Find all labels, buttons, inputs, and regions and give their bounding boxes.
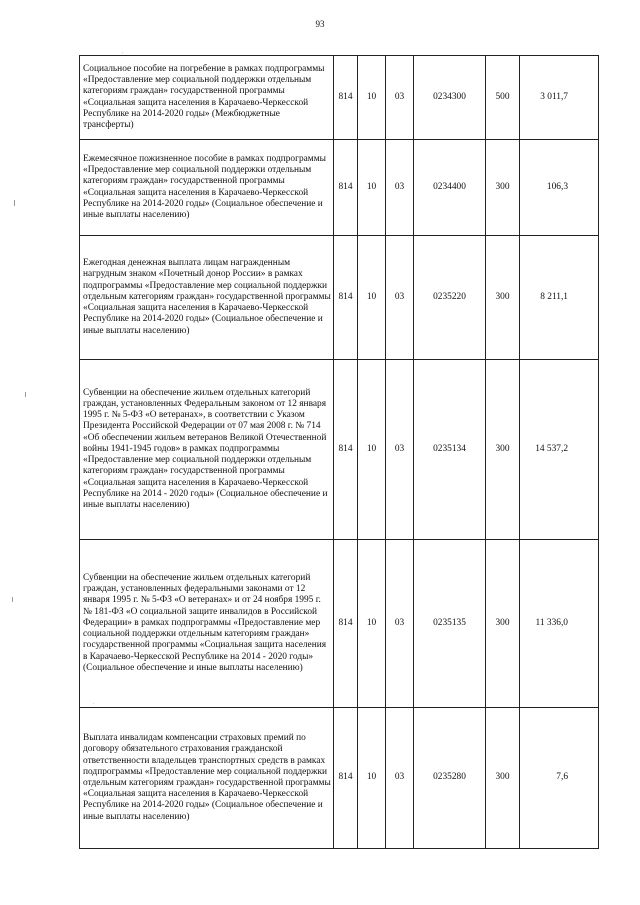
budget-table	[79, 55, 599, 849]
ministry-code: 814	[334, 140, 358, 236]
expense-type-code: 300	[486, 360, 520, 540]
section-code: 10	[358, 540, 386, 708]
row-description: Субвенции на обеспечение жильем отдельных категорий граждан, установленных Федеральным законом от 12 января 1995 г. № 5-ФЗ «О ветеранах», в соответствии с Указом Президента Российской Федерации от 07 мая 2008 г. № 714 «Об обеспечении жильем ветеранов Великой Отечественной войны 1941-1945 годов» в рамках подпрограммы «Предоставление мер социальной поддержки отдельным категориям граждан» государственной программы «Социальная защита населения в Карачаево-Черкесской Республике на 2014 - 2020 годы» (Социальное обеспечение и иные выплаты населению)	[80, 360, 334, 540]
amount-value: 3 011,7	[520, 56, 599, 140]
row-description: Выплата инвалидам компенсации страховых премий по договору обязательного страхования гражданской ответственности владельцев транспортных средств в рамках подпрограммы «Предоставление мер социальной поддержки отдельным категориям граждан» государственной программы «Социальная защита населения в Карачаево-Черкесской Республике на 2014-2020 годы» (Социальное обеспечение и иные выплаты населению)	[80, 708, 334, 849]
row-description: Ежегодная денежная выплата лицам награжденным нагрудным знаком «Почетный донор России» в рамках подпрограммы «Предоставление мер социальной поддержки отдельным категориям граждан» государственной программы «Социальная защита населения в Карачаево-Черкесской Республике на 2014-2020 годы» (Социальное обеспечение и иные выплаты населению)	[80, 236, 334, 360]
subsection-code: 03	[386, 236, 414, 360]
target-article-code: 0234300	[414, 56, 486, 140]
scan-dot: '	[93, 703, 95, 709]
table-row	[80, 540, 599, 708]
row-description: Социальное пособие на погребение в рамках подпрограммы «Предоставление мер социальной поддержки отдельным категориям граждан» государственной программы «Социальная защита населения в Карачаево-Черкесской Республике на 2014-2020 годы» (Межбюджетные трансферты)	[80, 56, 334, 140]
ministry-code: 814	[334, 708, 358, 849]
amount-value: 106,3	[520, 140, 599, 236]
target-article-code: 0235135	[414, 540, 486, 708]
scan-dot: '	[122, 52, 124, 58]
target-article-code: 0235134	[414, 360, 486, 540]
row-description: Субвенции на обеспечение жильем отдельных категорий граждан, установленных федеральными законами от 12 января 1995 г. № 5-ФЗ «О ветеранах» и от 24 ноября 1995 г. № 181-ФЗ «О социальной защите инвалидов в Российской Федерации» в рамках подпрограммы «Предоставление мер социальной поддержки отдельным категориям граждан» государственной программы «Социальная защита населения в Карачаево-Черкесской Республике на 2014 - 2020 годы» (Социальное обеспечение и иные выплаты населению)	[80, 540, 334, 708]
section-code: 10	[358, 236, 386, 360]
table-row	[80, 236, 599, 360]
ministry-code: 814	[334, 236, 358, 360]
row-description: Ежемесячное пожизненное пособие в рамках подпрограммы «Предоставление мер социальной поддержки отдельным категориям граждан» государственной программы «Социальная защита населения в Карачаево-Черкесской Республике на 2014-2020 годы» (Социальное обеспечение и иные выплаты населению)	[80, 140, 334, 236]
target-article-code: 0235280	[414, 708, 486, 849]
table-row	[80, 360, 599, 540]
ministry-code: 814	[334, 56, 358, 140]
subsection-code: 03	[386, 140, 414, 236]
amount-value: 14 537,2	[520, 360, 599, 540]
expense-type-code: 300	[486, 236, 520, 360]
amount-value: 7,6	[520, 708, 599, 849]
subsection-code: 03	[386, 540, 414, 708]
subsection-code: 03	[386, 360, 414, 540]
expense-type-code: 500	[486, 56, 520, 140]
target-article-code: 0234400	[414, 140, 486, 236]
page-number: 93	[315, 19, 325, 29]
ministry-code: 814	[334, 360, 358, 540]
ministry-code: 814	[334, 540, 358, 708]
scan-margin-mark	[14, 200, 15, 206]
section-code: 10	[358, 140, 386, 236]
expense-type-code: 300	[486, 708, 520, 849]
section-code: 10	[358, 708, 386, 849]
subsection-code: 03	[386, 56, 414, 140]
amount-value: 8 211,1	[520, 236, 599, 360]
table-row	[80, 140, 599, 236]
section-code: 10	[358, 56, 386, 140]
scan-margin-mark	[12, 597, 13, 602]
expense-type-code: 300	[486, 140, 520, 236]
subsection-code: 03	[386, 708, 414, 849]
amount-value: 11 336,0	[520, 540, 599, 708]
target-article-code: 0235220	[414, 236, 486, 360]
scan-margin-mark	[25, 392, 26, 397]
table-row	[80, 56, 599, 140]
section-code: 10	[358, 360, 386, 540]
expense-type-code: 300	[486, 540, 520, 708]
table-row	[80, 708, 599, 849]
